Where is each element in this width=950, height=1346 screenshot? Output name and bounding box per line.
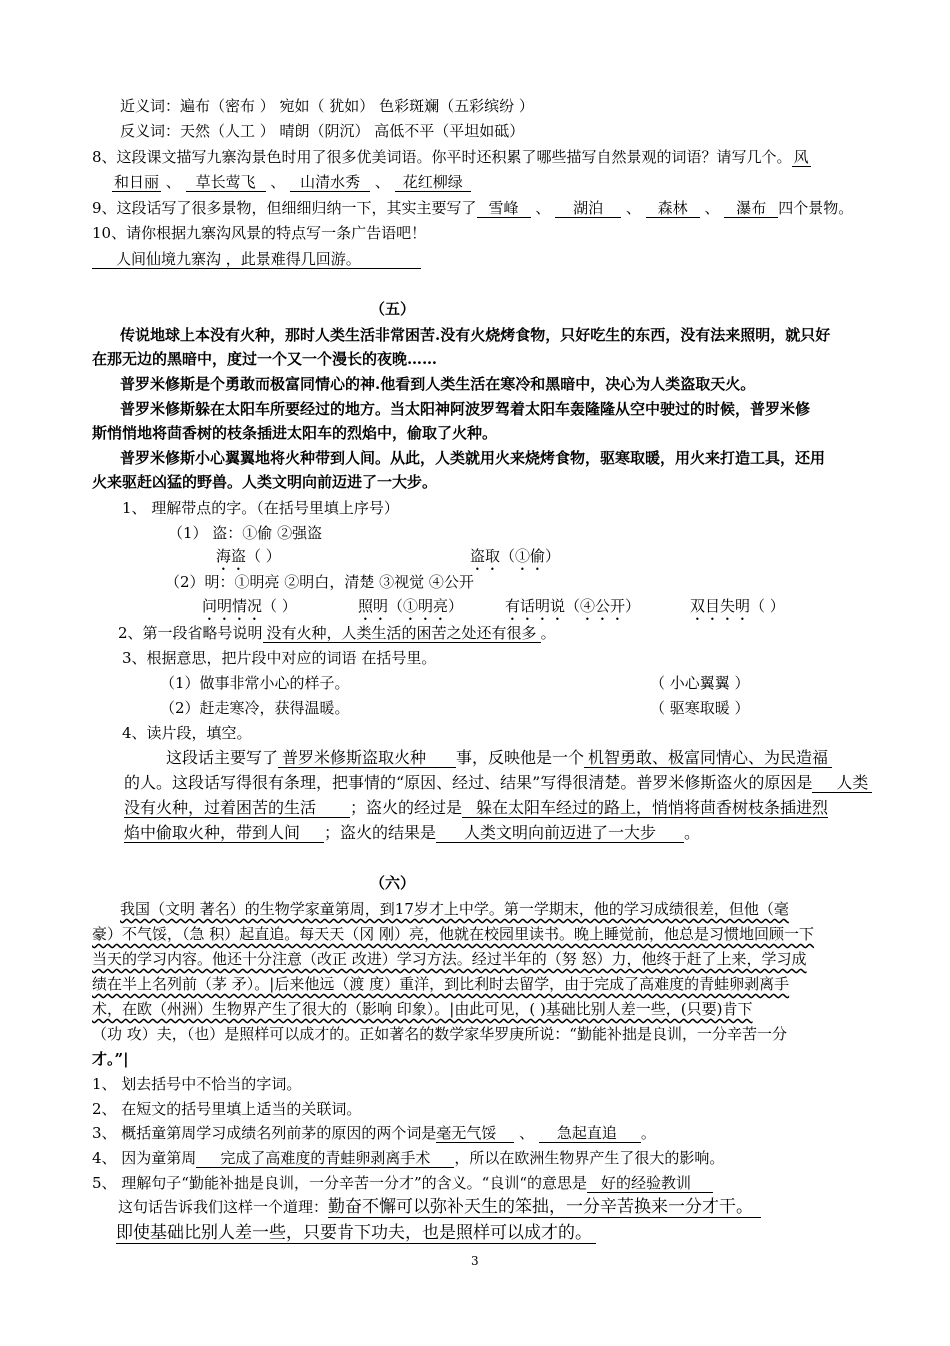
q6-5-a3: 即使基础比别人差一些，只要肯下功夫，也是照样可以成才的。	[116, 1223, 596, 1244]
q5-1-text: 1、 理解带点的字。（在括号里填上序号）	[122, 499, 399, 517]
q5-3-1-answer: （ 小心翼翼 ）	[650, 674, 750, 692]
page-number: 3	[471, 1254, 479, 1268]
answer-9-1: 雪峰	[477, 199, 531, 218]
q5-1-1b: 盗取（①偷）	[470, 547, 561, 565]
question-10-answer-line	[92, 248, 421, 270]
q5-4-l1b: 事，反映他是一个	[456, 748, 585, 767]
q5-4-line1	[166, 747, 832, 769]
q5-3-1: （1）做事非常小心的样子。	[160, 674, 350, 692]
q5-4-a3b: 没有火种，过着困苦的生活	[124, 798, 350, 818]
q5-3-2: （2）赶走寒冷，获得温暖。	[160, 699, 350, 717]
question-9-text: 9、这段话写了很多景物，但细细归纳一下，其实主要写了	[92, 199, 477, 217]
answer-9-4: 瀑布	[724, 199, 778, 218]
answer-10: 人间仙境九寨沟 ，此景难得几回游。	[92, 250, 421, 269]
q5-1-2a: 问明情况（ ）	[202, 597, 297, 615]
question-8-text: 8、这段课文描写九寨沟景色时用了很多优美词语。你平时还积累了哪些描写自然景观的词语？请写几个。	[92, 148, 792, 166]
q6-5-l2: 这句话告诉我们这样一个道理：	[118, 1198, 329, 1216]
answer-8-1a: 风	[793, 148, 809, 166]
q5-2	[118, 622, 556, 644]
q6-5-a: 好的经验教训	[587, 1174, 713, 1193]
q6-4-text: 4、 因为童第周	[92, 1149, 197, 1167]
q6-3-a1: 毫无气馁	[436, 1124, 514, 1143]
question-9: 9、这段话写了很多景物，但细细归纳一下，其实主要写了 雪峰 、 湖泊 、 森林 、 瀑布 四个景物。	[92, 199, 854, 217]
question-10: 10、请你根据九寨沟风景的特点写一条广告语吧！	[92, 224, 427, 242]
q6-3-end: 。	[640, 1124, 656, 1142]
q5-4-l1a: 这段话主要写了	[166, 748, 279, 767]
q5-4-l4: ；盗火的结果是	[324, 823, 437, 842]
passage-5-p3a: 普罗米修斯躲在太阳车所要经过的地方。当太阳神阿波罗驾着太阳车轰隆隆从空中驶过的时候，普罗米修	[120, 400, 811, 418]
q6-5-line2	[118, 1196, 761, 1218]
passage-6-l1: 我国（文明 著名）的生物学家童第周，到17岁才上中学。第一学期末，他的学习成绩很差，但他（毫	[120, 900, 789, 918]
passage-6-l7: 才。”|	[92, 1050, 129, 1068]
answer-9-3: 森林	[646, 199, 700, 218]
q6-4-a: 完成了高难度的青蛙卵剥离手术	[196, 1149, 454, 1168]
passage-5-p2: 普罗米修斯是个勇敢而极富同情心的神.他看到人类生活在寒冷和黑暗中，决心为人类盗取天火。	[120, 375, 756, 393]
q6-3-text: 3、 概括童第周学习成绩名列前茅的原因的两个词是	[92, 1124, 437, 1142]
q5-4-l2: 的人。这段话写得很有条理，把事情的“原因、经过、结果”写得很清楚。普罗米修斯盗火的原因是	[124, 773, 813, 792]
passage-6-l5: 术，在欧（州洲）生物界产生了很大的（影响 印象）。|由此可见，( )基础比别人差一些，(只要)肯下	[92, 1000, 753, 1018]
q6-4	[92, 1147, 724, 1169]
passage-6-l3: 当天的学习内容。他还十分注意（改正 改进）学习方法。经过半年的（努 怒）力，他终于赶了上来，学习成	[92, 950, 807, 968]
q5-4-a3a: 人类	[812, 773, 872, 793]
q5-4-l3: ；盗火的经过是	[350, 798, 463, 817]
passage-6-l6: （功 攻）夫，（也）是照样可以成才的。正如著名的数学家华罗庚所说：“勤能补拙是良训，一分辛苦一分	[92, 1025, 787, 1043]
q5-1-2: （2）明：①明亮 ②明白，清楚 ③视觉 ④公开	[165, 573, 474, 591]
q5-3-2-answer: （ 驱寒取暖 ）	[650, 699, 750, 717]
question-9-tail: 四个景物。	[778, 199, 854, 217]
synonyms-line: 近义词：遍布（密布 ） 宛如（ 犹如） 色彩斑斓（五彩缤纷 ）	[120, 97, 534, 115]
q6-2: 2、 在短文的括号里填上适当的关联词。	[92, 1100, 362, 1118]
passage-5-p4b: 火来驱赶凶猛的野兽。人类文明向前迈进了一大步。	[92, 473, 438, 491]
q5-4-line3	[124, 797, 828, 819]
q6-3: 3、 概括童第周学习成绩名列前茅的原因的两个词是毫无气馁 、 急起直追 。	[92, 1124, 656, 1142]
q5-2-answer: 没有火种，人类生活的困苦之处还有很多	[263, 624, 541, 643]
q5-4-line2	[124, 772, 872, 794]
q6-4-tail: ，所以在欧洲生物界产生了很大的影响。	[454, 1149, 725, 1167]
antonyms-line: 反义词：天然（人工 ） 晴朗（阴沉） 高低不平（平坦如砥）	[120, 122, 525, 140]
q5-4-text: 4、读片段，填空。	[122, 724, 252, 742]
q6-3-a2: 急起直追	[539, 1124, 641, 1143]
q6-5-text: 5、 理解句子“勤能补拙是良训，一分辛苦一分才”的含义。“良训“的意思是	[92, 1174, 587, 1192]
answer-8-1b: 和日丽	[114, 173, 160, 191]
passage-5-p1a: 传说地球上本没有火种，那时人类生活非常困苦.没有火烧烤食物，只好吃生的东西，没有法来照明，就只好	[120, 326, 831, 344]
q5-1-1: （1） 盗：①偷 ②强盗	[168, 524, 323, 542]
q5-4-a5: 人类文明向前迈进了一大步	[436, 823, 684, 843]
q5-1-2b: 照明（①明亮）	[358, 597, 464, 615]
q5-1-2d: 双目失明（ ）	[690, 597, 785, 615]
q5-4-a1: 普罗米修斯盗取火种	[278, 748, 456, 768]
q6-1: 1、 划去括号中不恰当的字词。	[92, 1075, 302, 1093]
q5-4-line4	[124, 822, 700, 844]
passage-5-p4a: 普罗米修斯小心翼翼地将火种带到人间。从此，人类就用火来烧烤食物，驱寒取暖，用火来打造工具，还用	[120, 449, 826, 467]
question-8	[92, 146, 811, 168]
q6-5-line3	[116, 1222, 596, 1244]
q6-5-a2: 勤奋不懈可以弥补天生的笨拙，一分辛苦换来一分才干。	[328, 1197, 761, 1218]
q5-2-tail: 。	[540, 624, 556, 642]
answer-9-2: 湖泊	[555, 199, 621, 218]
section-5-title: （五）	[370, 300, 416, 318]
q5-4-end: 。	[684, 823, 701, 842]
section-6-title: （六）	[370, 874, 416, 892]
answer-8-2: 草长莺飞	[186, 173, 266, 192]
q5-4-a4a: 躲在太阳车经过的路上，悄悄将茴香树枝条插进烈	[462, 798, 828, 818]
q5-4-a4b: 焰中偷取火种，带到人间	[124, 823, 324, 843]
q5-1-2c: 有话明说（④公开）	[505, 597, 641, 615]
answer-8-4: 花红柳绿	[395, 173, 471, 192]
q5-4-a2: 机智勇敢、极富同情心、为民造福	[584, 748, 832, 768]
passage-5-p1b: 在那无边的黑暗中，度过一个又一个漫长的夜晚……	[92, 350, 438, 368]
q5-1-1a: 海盗（ ）	[216, 547, 281, 565]
question-8-answers: 和日丽 、 草长莺飞 、 山清水秀 、 花红柳绿	[112, 171, 471, 193]
q5-3-text: 3、根据意思，把片段中对应的词语 在括号里。	[122, 649, 437, 667]
answer-8-3: 山清水秀	[290, 173, 370, 192]
passage-5-p3b: 斯悄悄地将茴香树的枝条插进太阳车的烈焰中，偷取了火种。	[92, 424, 498, 442]
passage-6-l2: 豪）不气馁，（急 积）起直追。每天天（冈 刚）亮，他就在校园里读书。晚上睡觉前，他总是习惯地回顾一下	[92, 925, 815, 943]
passage-6-l4: 绩在半上名列前（茅 矛）。|后来他远（渡 度）重洋，到比利时去留学，由于完成了高难度的青蛙卵剥离手	[92, 975, 790, 993]
q6-5	[92, 1172, 713, 1194]
q5-2-text: 2、第一段省略号说明	[118, 624, 263, 642]
